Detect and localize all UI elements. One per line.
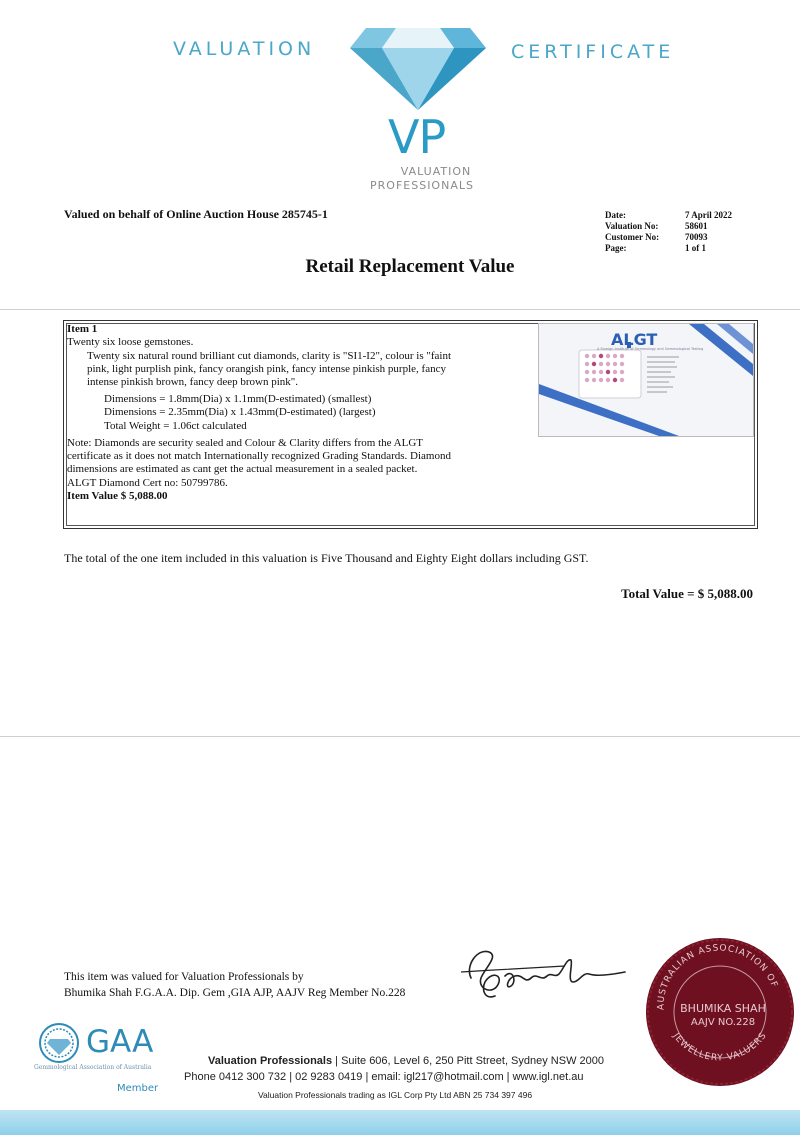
meta-customer-no bbox=[605, 232, 755, 242]
meta-value: 58601 bbox=[685, 221, 708, 231]
gaa-logo-icon bbox=[38, 1022, 80, 1064]
item-note-line: dimensions are estimated as cant get the actual measurement in a sealed packet. bbox=[67, 463, 418, 475]
valuer-line-2: Bhumika Shah F.G.A.A. Dip. Gem ,GIA AJP, AAJV Reg Member No.228 bbox=[64, 987, 406, 999]
item-cert-no: ALGT Diamond Cert no: 50799786. bbox=[67, 477, 228, 489]
meta-value: 70093 bbox=[685, 232, 708, 242]
header-right-word: CERTIFICATE bbox=[511, 41, 675, 63]
valued-on-behalf: Valued on behalf of Online Auction House 285745-1 bbox=[64, 207, 328, 221]
gaa-name: GAA bbox=[86, 1024, 154, 1060]
signature-icon bbox=[455, 938, 645, 1008]
gaa-subtitle: Gemmological Association of Australia bbox=[34, 1064, 152, 1071]
algt-brand: ALGT bbox=[611, 330, 658, 349]
valuer-line-1: This item was valued for Valuation Professionals by bbox=[64, 971, 304, 983]
item-dims-smallest: Dimensions = 1.8mm(Dia) x 1.1mm(D-estimated) (smallest) bbox=[104, 393, 372, 405]
item-summary: Twenty six loose gemstones. bbox=[67, 336, 194, 348]
diamond-logo-icon bbox=[348, 22, 488, 112]
meta-label: Page: bbox=[605, 243, 627, 253]
svg-text:JEWELLERY VALUERS: JEWELLERY VALUERS bbox=[670, 1030, 770, 1064]
total-value: Total Value = $ 5,088.00 bbox=[621, 586, 753, 601]
gaa-member: Member bbox=[117, 1083, 159, 1094]
item-desc-line: intense pinkish brown, fancy deep brown pink". bbox=[87, 376, 299, 388]
footer-band bbox=[0, 1110, 800, 1135]
footer-address: | Suite 606, Level 6, 250 Pitt Street, Sydney NSW 2000 bbox=[332, 1055, 604, 1067]
meta-valuation-no bbox=[605, 221, 755, 231]
seal-reg: AAJV NO.228 bbox=[690, 1017, 756, 1028]
meta-page bbox=[605, 243, 755, 253]
footer-company: Valuation Professionals bbox=[208, 1055, 333, 1067]
seal-name: BHUMIKA SHAH bbox=[680, 1002, 766, 1015]
footer-company-line bbox=[208, 1055, 604, 1067]
item-desc-line: Twenty six natural round brilliant cut diamonds, clarity is "SI1-I2", colour is "faint bbox=[87, 350, 452, 362]
aajv-seal bbox=[642, 934, 797, 1089]
item-note-line: Note: Diamonds are security sealed and Colour & Clarity differs from the ALGT bbox=[67, 437, 423, 449]
algt-certificate-image bbox=[538, 323, 754, 437]
document-title: Retail Replacement Value bbox=[305, 256, 515, 277]
meta-label: Date: bbox=[605, 210, 626, 220]
meta-label: Valuation No: bbox=[605, 221, 659, 231]
item-value: Item Value $ 5,088.00 bbox=[67, 490, 168, 502]
svg-text:AUSTRALIAN ASSOCIATION OF: AUSTRALIAN ASSOCIATION OF bbox=[656, 943, 780, 1011]
logo-subtitle-valuation: VALUATION bbox=[400, 165, 472, 178]
meta-date bbox=[605, 210, 755, 220]
meta-value: 7 April 2022 bbox=[685, 210, 733, 220]
item-note-line: certificate as it does not match Internationally recognized Grading Standards. Diamond bbox=[67, 450, 451, 462]
algt-tagline: A Foreign Institute of Gemmology and Gemmological Testing bbox=[597, 347, 704, 351]
total-sentence: The total of the one item included in this valuation is Five Thousand and Eighty Eight dollars including GST. bbox=[64, 551, 589, 565]
header-left-word: VALUATION bbox=[173, 38, 316, 60]
meta-value: 1 of 1 bbox=[685, 243, 706, 253]
divider bbox=[0, 736, 800, 737]
logo-subtitle-professionals: PROFESSIONALS bbox=[370, 179, 474, 192]
logo-vp-mark: VP bbox=[388, 110, 446, 164]
item-total-weight: Total Weight = 1.06ct calculated bbox=[104, 420, 247, 432]
footer-trading: Valuation Professionals trading as IGL Corp Pty Ltd ABN 25 734 397 496 bbox=[258, 1090, 533, 1100]
divider bbox=[0, 309, 800, 310]
item-desc-line: pink, light purplish pink, fancy orangish pink, fancy intense pinkish purple, fancy bbox=[87, 363, 446, 375]
meta-label: Customer No: bbox=[605, 232, 660, 242]
footer-contact: Phone 0412 300 732 | 02 9283 0419 | email: igl217@hotmail.com | www.igl.net.au bbox=[184, 1071, 584, 1083]
item-heading: Item 1 bbox=[67, 323, 98, 335]
item-dims-largest: Dimensions = 2.35mm(Dia) x 1.43mm(D-estimated) (largest) bbox=[104, 406, 376, 418]
